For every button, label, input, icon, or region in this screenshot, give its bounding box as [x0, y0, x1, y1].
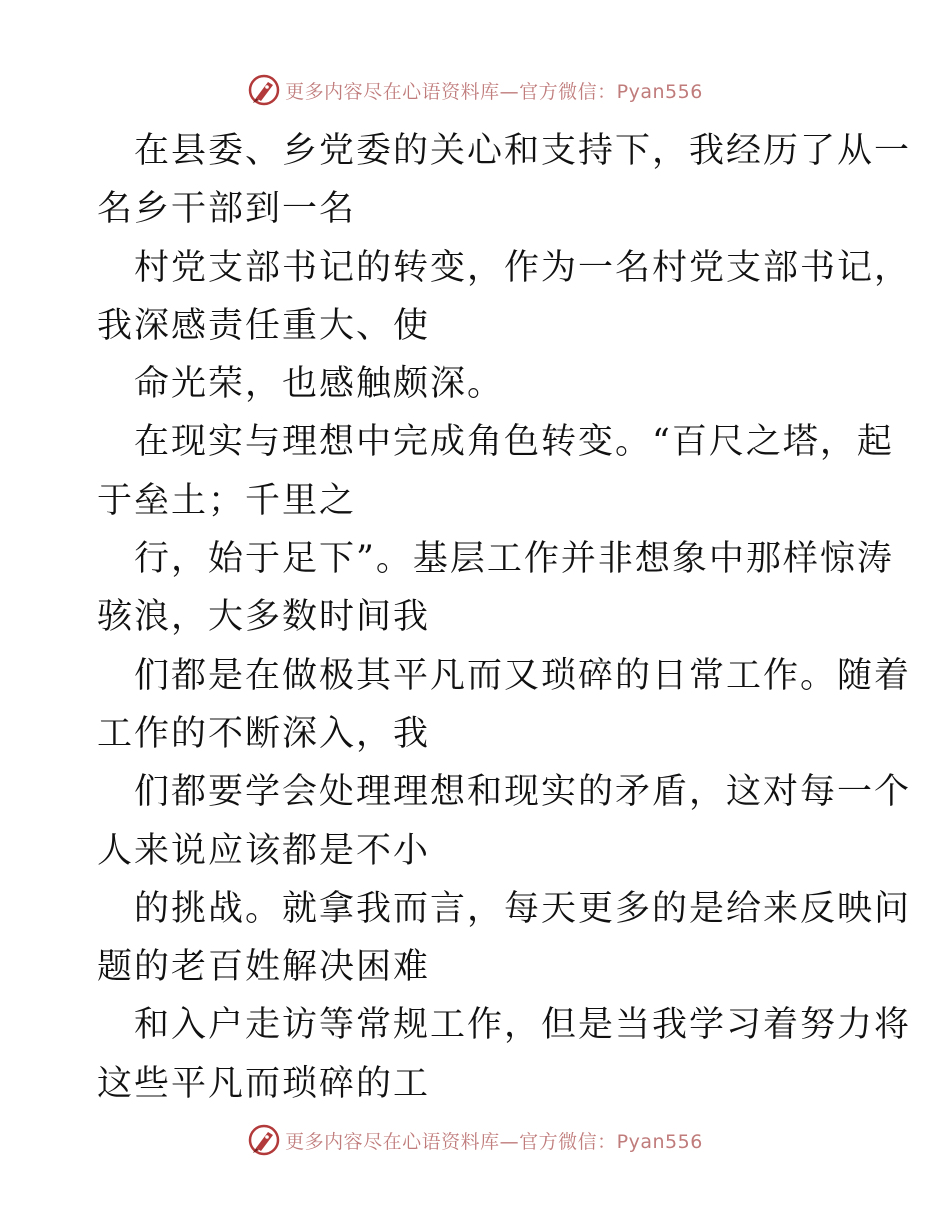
- text-line: 我深感责任重大、使: [97, 305, 431, 346]
- text-line: 骇浪，大多数时间我: [97, 597, 431, 638]
- text-line: 们都要学会处理理想和现实的矛盾，这对每一个: [134, 772, 912, 813]
- text-line: 人来说应该都是不小: [97, 830, 431, 871]
- text-line: 的挑战。就拿我而言，每天更多的是给来反映问: [134, 888, 912, 929]
- text-line: 题的老百姓解决困难: [97, 947, 431, 988]
- text-line: 命光荣，也感触颇深。: [134, 364, 505, 405]
- text-line: 行，始于足下”。基层工作并非想象中那样惊涛: [134, 539, 894, 580]
- footer-banner-text: 更多内容尽在心语资料库—官方微信：Pyan556: [285, 1130, 703, 1153]
- document-body: [97, 122, 912, 1113]
- text-line: 于垒土；千里之: [97, 480, 357, 521]
- header-banner: [0, 70, 950, 110]
- text-line: 和入户走访等常规工作，但是当我学习着努力将: [134, 1005, 912, 1046]
- text-line: 在县委、乡党委的关心和支持下，我经历了从一: [134, 131, 912, 171]
- footer-banner: [0, 1120, 950, 1160]
- text-line: 们都是在做极其平凡而又琐碎的日常工作。随着: [134, 655, 912, 696]
- text-line: 村党支部书记的转变，作为一名村党支部书记，: [134, 247, 912, 288]
- text-line: 在现实与理想中完成角色转变。“百尺之塔，起: [134, 422, 894, 463]
- pen-nib-logo-icon: [247, 1123, 281, 1157]
- text-line: 这些平凡而琐碎的工: [97, 1063, 431, 1104]
- pen-nib-logo-icon: [247, 73, 281, 107]
- text-line: 工作的不断深入，我: [97, 713, 431, 754]
- text-line: 名乡干部到一名: [97, 189, 357, 230]
- header-banner-text: 更多内容尽在心语资料库—官方微信：Pyan556: [285, 80, 703, 103]
